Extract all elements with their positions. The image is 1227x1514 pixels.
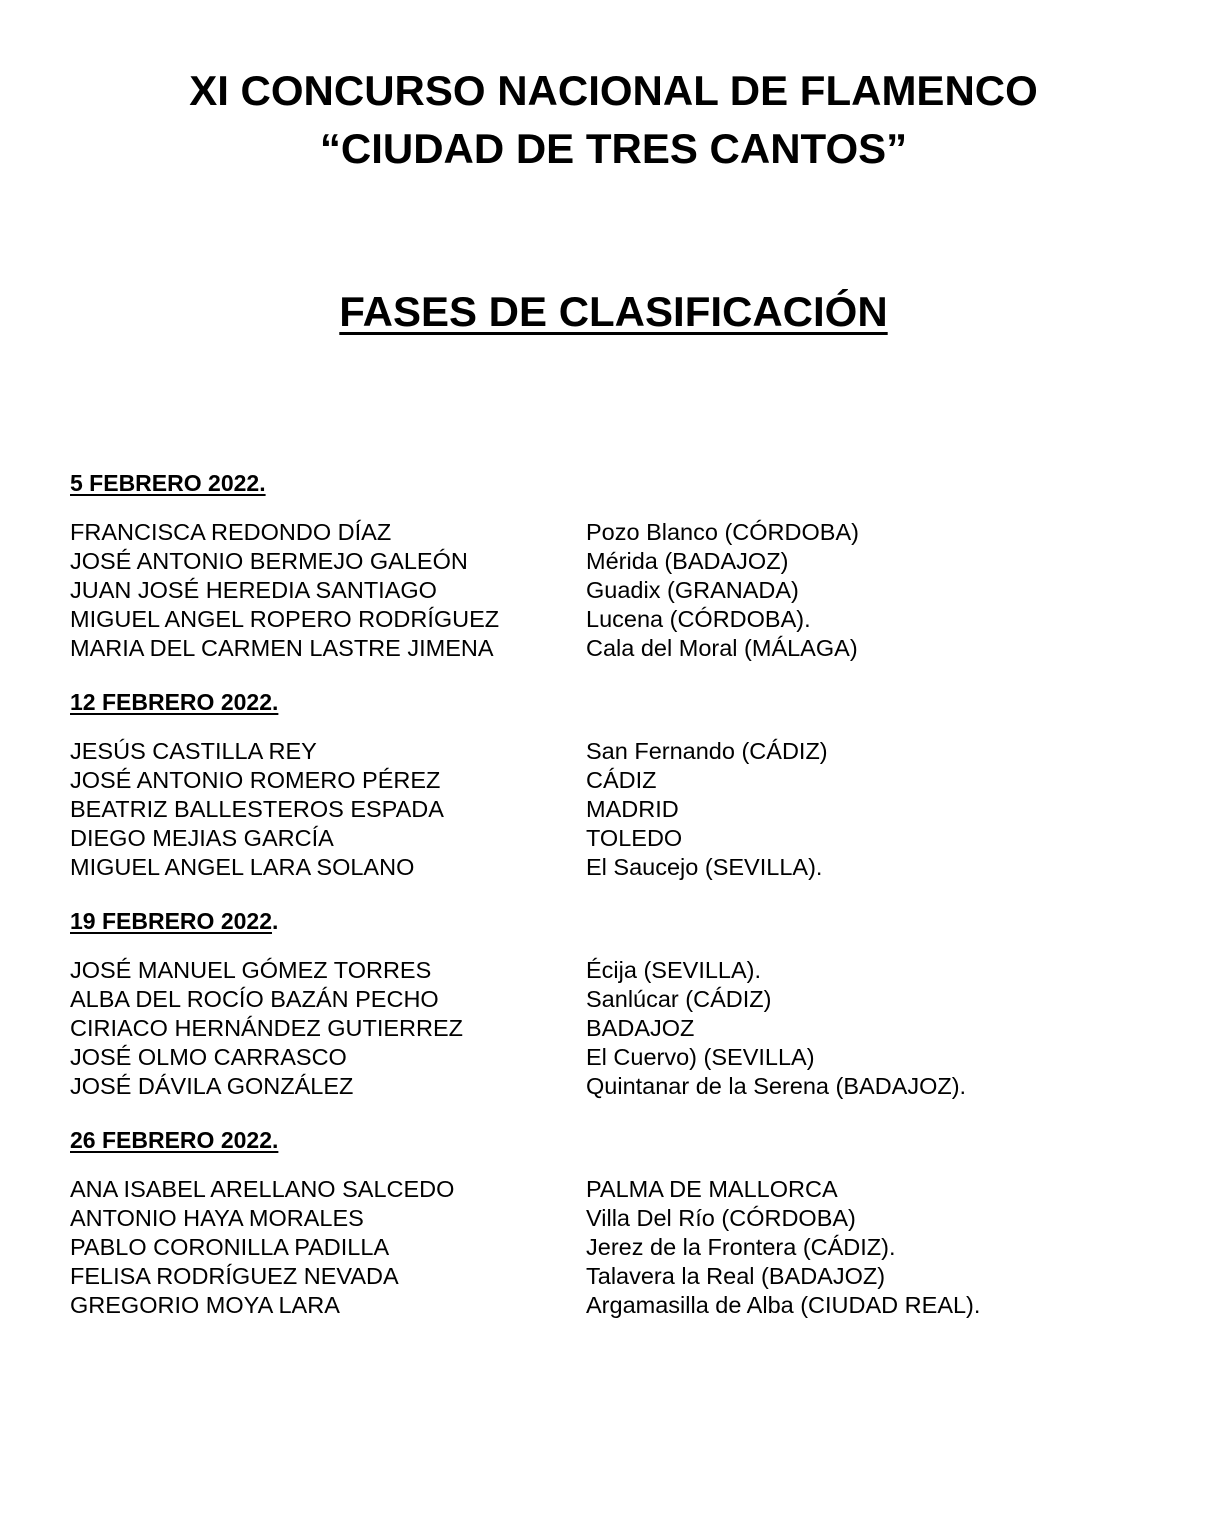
participant-row (70, 1291, 1170, 1320)
participant-name: JOSÉ OLMO CARRASCO (70, 1044, 347, 1070)
participant-place: Lucena (CÓRDOBA). (586, 606, 811, 632)
phase-date (70, 904, 1170, 938)
classification-schedule (70, 466, 1170, 1342)
participant-row (70, 853, 1170, 882)
participant-row (70, 1204, 1170, 1233)
participant-row (70, 634, 1170, 663)
participant-name: MARIA DEL CARMEN LASTRE JIMENA (70, 635, 494, 661)
participant-place: Guadix (GRANADA) (586, 577, 799, 603)
participant-name: MIGUEL ANGEL ROPERO RODRÍGUEZ (70, 606, 500, 632)
participant-place: Quintanar de la Serena (BADAJOZ). (586, 1073, 967, 1099)
participant-place: Mérida (BADAJOZ) (586, 548, 789, 574)
participant-place: Villa Del Río (CÓRDOBA) (586, 1205, 856, 1231)
phase-date (70, 466, 1170, 500)
participant-row (70, 824, 1170, 853)
participant-place: CÁDIZ (586, 767, 657, 793)
phase-date-text: 12 FEBRERO 2022. (70, 689, 279, 715)
participant-name: JOSÉ MANUEL GÓMEZ TORRES (70, 957, 432, 983)
participant-name: PABLO CORONILLA PADILLA (70, 1234, 390, 1260)
participant-name: FELISA RODRÍGUEZ NEVADA (70, 1263, 399, 1289)
participant-place: PALMA DE MALLORCA (586, 1176, 838, 1202)
participant-place: El Saucejo (SEVILLA). (586, 854, 823, 880)
participant-row (70, 1014, 1170, 1043)
participant-name: JOSÉ DÁVILA GONZÁLEZ (70, 1073, 354, 1099)
participant-place: Écija (SEVILLA). (586, 957, 762, 983)
participant-name: GREGORIO MOYA LARA (70, 1292, 340, 1318)
participant-place: Talavera la Real (BADAJOZ) (586, 1263, 886, 1289)
participant-place: Sanlúcar (CÁDIZ) (586, 986, 772, 1012)
participant-name: JESÚS CASTILLA REY (70, 738, 317, 764)
participant-row (70, 547, 1170, 576)
participant-name: FRANCISCA REDONDO DÍAZ (70, 519, 392, 545)
participant-place: Cala del Moral (MÁLAGA) (586, 635, 858, 661)
participant-row (70, 766, 1170, 795)
participant-name: BEATRIZ BALLESTEROS ESPADA (70, 796, 444, 822)
phase-section (70, 466, 1170, 663)
participant-place: Pozo Blanco (CÓRDOBA) (586, 519, 859, 545)
participant-place: San Fernando (CÁDIZ) (586, 738, 828, 764)
participant-name: DIEGO MEJIAS GARCÍA (70, 825, 334, 851)
participant-row (70, 1043, 1170, 1072)
participant-name: ANA ISABEL ARELLANO SALCEDO (70, 1176, 455, 1202)
participant-row (70, 576, 1170, 605)
section-heading-text: FASES DE CLASIFICACIÓN (339, 288, 888, 335)
participant-name: ANTONIO HAYA MORALES (70, 1205, 364, 1231)
participant-name: CIRIACO HERNÁNDEZ GUTIERREZ (70, 1015, 463, 1041)
participant-name: JUAN JOSÉ HEREDIA SANTIAGO (70, 577, 437, 603)
participant-row (70, 795, 1170, 824)
participant-row (70, 737, 1170, 766)
participant-row (70, 605, 1170, 634)
document-title (0, 62, 1227, 178)
participant-row (70, 1233, 1170, 1262)
participant-row (70, 1262, 1170, 1291)
participant-row (70, 956, 1170, 985)
participant-row (70, 518, 1170, 547)
participant-place: BADAJOZ (586, 1015, 695, 1041)
participant-name: JOSÉ ANTONIO ROMERO PÉREZ (70, 767, 441, 793)
participant-name: JOSÉ ANTONIO BERMEJO GALEÓN (70, 548, 468, 574)
phase-section (70, 1123, 1170, 1320)
participant-place: Jerez de la Frontera (CÁDIZ). (586, 1234, 896, 1260)
title-line-1: XI CONCURSO NACIONAL DE FLAMENCO (189, 67, 1038, 114)
participant-place: Argamasilla de Alba (CIUDAD REAL). (586, 1292, 981, 1318)
phase-section (70, 904, 1170, 1101)
phase-date-text: 5 FEBRERO 2022. (70, 470, 266, 496)
participant-place: MADRID (586, 796, 679, 822)
participant-name: MIGUEL ANGEL LARA SOLANO (70, 854, 415, 880)
phase-date-text: 26 FEBRERO 2022. (70, 1127, 279, 1153)
participant-row (70, 1175, 1170, 1204)
participant-row (70, 1072, 1170, 1101)
phase-date-text: 19 FEBRERO 2022 (70, 908, 272, 934)
participant-place: TOLEDO (586, 825, 683, 851)
section-heading (0, 284, 1227, 340)
phase-date (70, 1123, 1170, 1157)
phase-section (70, 685, 1170, 882)
phase-date (70, 685, 1170, 719)
participant-row (70, 985, 1170, 1014)
phase-date-suffix: . (271, 908, 279, 934)
participant-place: El Cuervo) (SEVILLA) (586, 1044, 815, 1070)
title-line-2: “CIUDAD DE TRES CANTOS” (319, 125, 908, 172)
participant-name: ALBA DEL ROCÍO BAZÁN PECHO (70, 986, 439, 1012)
